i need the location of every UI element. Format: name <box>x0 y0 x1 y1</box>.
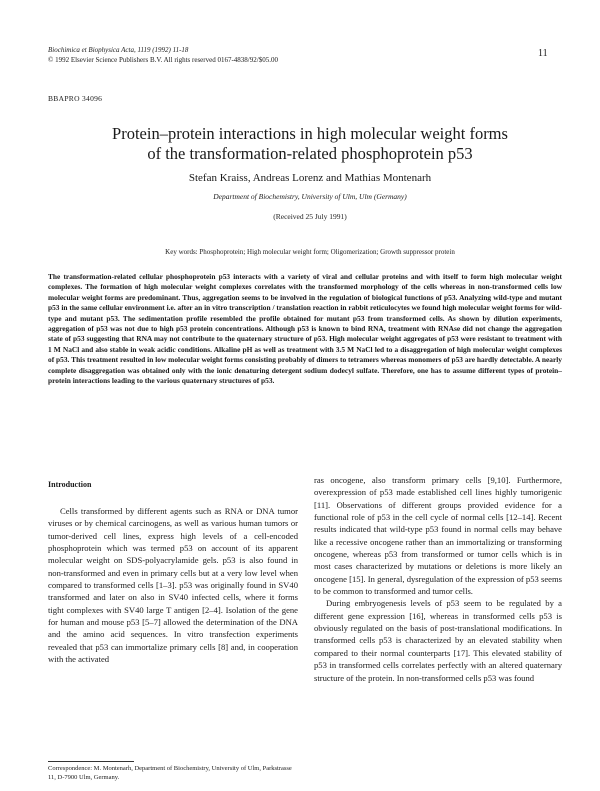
right-column <box>314 474 562 684</box>
affiliation: Department of Biochemistry, University of Ulm, Ulm (Germany) <box>213 192 407 201</box>
left-column <box>48 480 298 665</box>
section-heading-introduction: Introduction <box>48 480 92 489</box>
title-line-2: of the transformation-related phosphoprotein p53 <box>147 144 473 163</box>
footnote-divider <box>48 761 134 762</box>
abstract: The transformation-related cellular phosphoprotein p53 interacts with a variety of viral and cellular proteins and with itself to form high molecular weight complexes. The formation of high molecular weight complexes correlates with the transformed morphology of the cells whereas in non-transformed cells low molecular weight forms are predominant. Thus, aggregation seems to be involved in the regulation of biological functions of p53. Analyzing wild-type and mutant p53 in the same cellular environment i.e. after an in vitro transcription / translation reaction in rabbit reticulocytes we found high molecular weight forms for wild-type and mutant p53. The sedimentation profile resembled the profile obtained for mutant p53 from transformed cells. As shown by dilution experiments, aggregation of p53 was not due to high p53 protein concentrations. Although p53 is known to bind RNA, treatment with RNAse did not change the aggregation state of p53 suggesting that RNA may not contribute to the quaternary structure of p53. High molecular weight aggregates of p53 were resistant to treatment with 1 M NaCl and also stable in weak acidic conditions. Alkaline pH as well as treatment with 3.5 M NaCl led to a disaggregation of high molecular weight complexes of p53. This treatment resulted in low molecular weight forms consisting probably of dimers to tetramers whereas monomers of p53 are hardly detectable. A nearly complete disaggregation was obtained only with the ionic denaturing detergent sodium dodecyl sulfate. Therefore, one has to assume different types of protein–protein interactions leading to the various quaternary structures of p53. <box>48 272 562 386</box>
keywords: Key words: Phosphoprotein; High molecular weight form; Oligomerization; Growth suppressor protein <box>165 248 455 256</box>
intro-paragraph-1-continued: ras oncogene, also transform primary cells [9,10]. Furthermore, overexpression of p53 made established cell lines highly tumorigenic [11]. Observations of different groups provided evidence for a functional role of p53 in the cell cycle of normal cells [12–14]. Recent results indicated that wild-type p53 found in normal cells may behave like a recessive oncogene rather than an immortalizing or transforming oncogene, whereas p53 from transformed or tumor cells which is in most cases characterized by mutations or deletions is more likely an oncogene [15]. In general, dysregulation of the expression of p53 seems to be common to transformed and tumor cells. <box>314 475 562 597</box>
right-column-body <box>314 474 562 684</box>
intro-paragraph-1: Cells transformed by different agents such as RNA or DNA tumor viruses or by chemical carcinogens, as well as various human tumors or tumor-derived cell lines, express high levels of a cell-encoded phosphoprotein which was termed p53 on account of its apparent molecular weight on SDS-polyacrylamide gels. p53 is also found in non-transformed and even in primary cells but at a very low level when compared to transformed cells [1–3]. p53 was originally found in SV40 transformed and later on also in SV40 infected cells, where it forms tight complexes with SV40 large T antigen [2–4]. Isolation of the gene for human and mouse p53 [5–7] allowed the determination of the DNA and the amino acid sequences. In vitro transfection experiments revealed that p53 can immortalize primary cells [8] and, in cooperation with the activated <box>48 506 298 665</box>
journal-citation: Biochimica et Biophysica Acta, 1119 (1992) 11-18 <box>48 46 189 54</box>
title-line-1: Protein–protein interactions in high molecular weight forms <box>112 124 508 143</box>
intro-paragraph-2: During embryogenesis levels of p53 seem to be regulated by a different gene expression [16], whereas in transformed cells p53 is obviously regulated on the basis of post-translational modifications. In transformed cells p53 is characterized by an elevated stability when compared to their normal counterparts [17]. This elevated stability of p53 in transformed cells correlates perfectly with an altered quaternary structure of the protein. In non-transformed cells p53 was found <box>314 598 562 683</box>
page-number: 11 <box>538 48 548 59</box>
left-column-body <box>48 505 298 665</box>
copyright-line: © 1992 Elsevier Science Publishers B.V. All rights reserved 0167-4838/92/$05.00 <box>48 56 278 64</box>
received-date: (Received 25 July 1991) <box>273 212 347 221</box>
correspondence-footnote: Correspondence: M. Montenarh, Department of Biochemistry, University of Ulm, Parkstrasse 11, D-7900 Ulm, Germany. <box>48 765 292 781</box>
author-list: Stefan Kraiss, Andreas Lorenz and Mathias Montenarh <box>188 172 432 184</box>
article-code: BBAPRO 34096 <box>48 94 103 103</box>
article-title <box>60 124 560 164</box>
